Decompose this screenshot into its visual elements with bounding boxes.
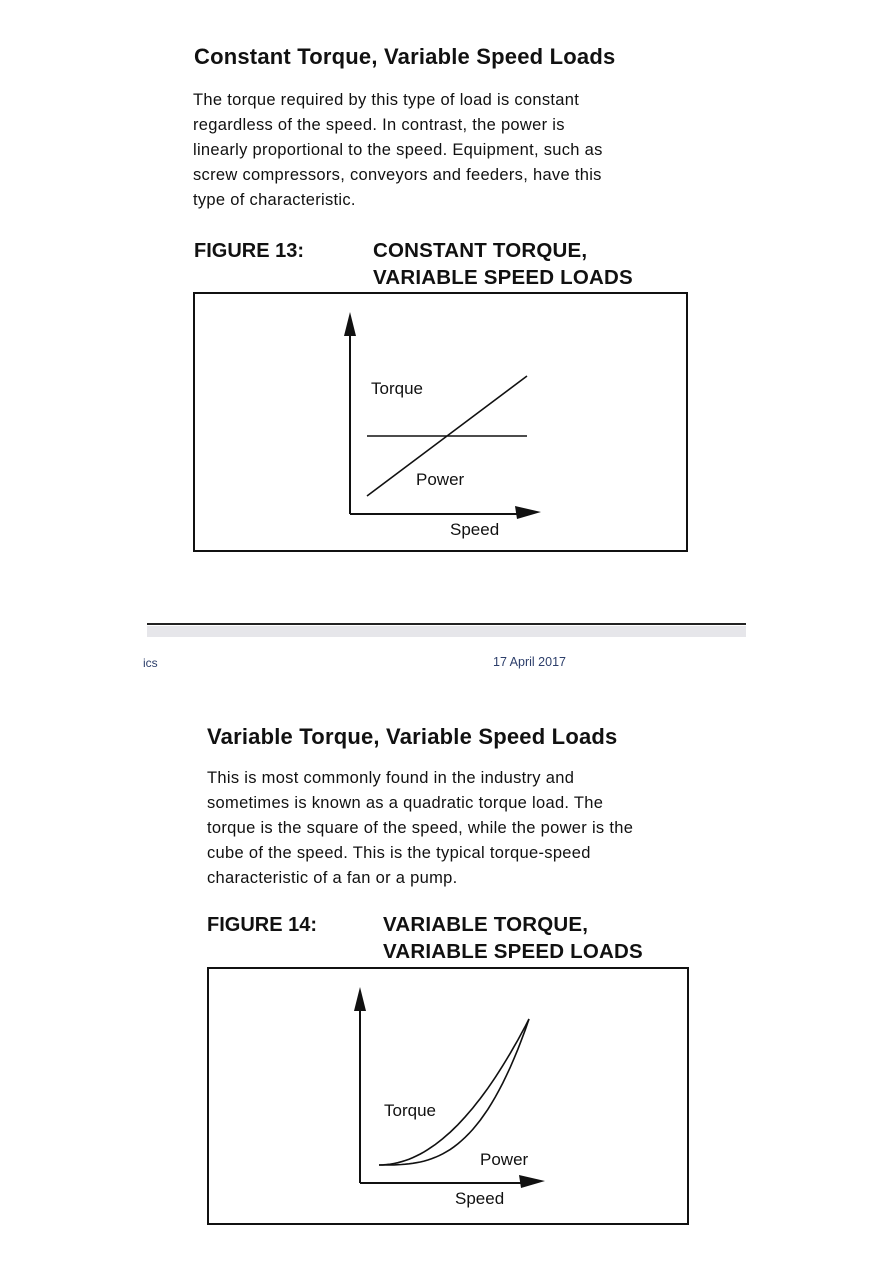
section1-heading: Constant Torque, Variable Speed Loads [194,44,616,69]
footer-date: 17 April 2017 [493,655,566,669]
torque-label: Torque [384,1101,436,1120]
figure14-label: FIGURE 14: [207,914,318,936]
figure13-title-line1: CONSTANT TORQUE, [373,239,588,262]
figure14-title [383,911,643,965]
power-label: Power [416,470,465,489]
paragraph-line: This is most commonly found in the industry and [207,769,575,787]
paragraph-line: screw compressors, conveyors and feeders, have this [193,166,602,184]
page-divider-band [147,626,746,637]
footer-left-text: ics [143,656,158,670]
figure13-title-line2: VARIABLE SPEED LOADS [373,266,633,289]
paragraph-line: torque is the square of the speed, while the power is the [207,819,634,837]
figure13-title [373,237,633,291]
paragraph-line: cube of the speed. This is the typical torque-speed [207,844,591,862]
paragraph-line: type of characteristic. [193,191,356,209]
power-label: Power [480,1150,529,1169]
figure14-title-line2: VARIABLE SPEED LOADS [383,940,643,963]
figure14-title-line1: VARIABLE TORQUE, [383,913,589,936]
figure13-label: FIGURE 13: [194,240,305,262]
paragraph-line: sometimes is known as a quadratic torque load. The [207,794,604,812]
power-curve [379,1019,529,1165]
paragraph-line: characteristic of a fan or a pump. [207,869,458,887]
section1-paragraph [193,88,686,213]
page-divider-line [147,623,746,625]
section2-heading: Variable Torque, Variable Speed Loads [207,724,618,749]
figure13-chart [193,292,688,552]
torque-label: Torque [371,379,423,398]
y-axis-arrowhead [354,987,366,1011]
figure14-svg [209,969,691,1227]
section2-paragraph [207,766,688,891]
speed-label: Speed [450,520,500,539]
x-axis-arrowhead [519,1175,545,1188]
y-axis-arrowhead [344,312,356,336]
speed-label: Speed [455,1189,505,1208]
paragraph-line: regardless of the speed. In contrast, the power is [193,116,565,134]
torque-curve [379,1019,529,1165]
paragraph-line: linearly proportional to the speed. Equipment, such as [193,141,603,159]
figure14-chart [207,967,689,1225]
figure13-svg [195,294,690,554]
paragraph-line: The torque required by this type of load is constant [193,91,580,109]
x-axis-arrowhead [515,506,541,519]
